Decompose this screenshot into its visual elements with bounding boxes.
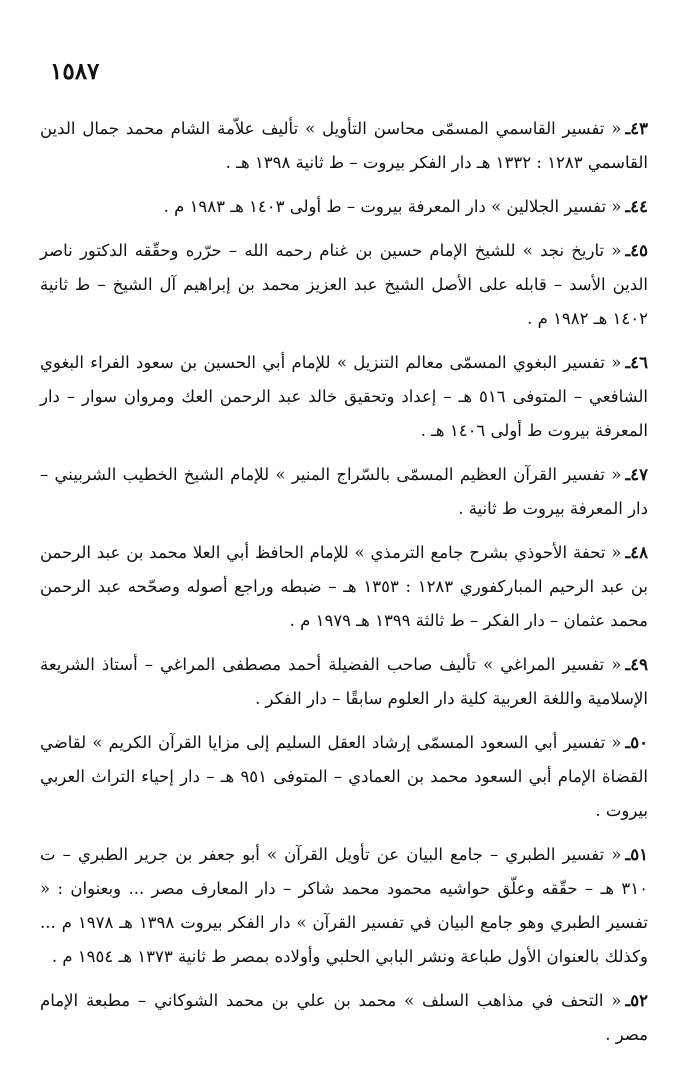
entry-number: ٤٥ـ — [625, 241, 648, 260]
entry-text: « تفسير الجلالين » دار المعرفة بيروت – ط أولى ١٤٠٣ هـ ١٩٨٣ م . — [163, 197, 622, 216]
entry-text: « تاريخ نجد » للشيخ الإمام حسين بن غنام رحمه الله – حرّره وحقّقه الدكتور ناصر الدين الأسد – قابله على الأصل الشيخ عبد العزيز محمد بن إبراهيم آل الشيخ – ط ثانية ١٤٠٢ هـ ١٩٨٢ م . — [40, 241, 648, 328]
entry-text: « تفسير المراغي » تأليف صاحب الفضيلة أحمد مصطفى المراغي – أستاذ الشريعة الإسلامية واللغة العربية كلية دار العلوم سابقًا – دار الفكر . — [40, 655, 648, 708]
entry-number: ٤٩ـ — [625, 655, 648, 674]
bibliography-entry — [40, 458, 648, 526]
entry-text: « تفسير الطبري – جامع البيان عن تأويل القرآن » أبو جعفر بن جرير الطبري – ت ٣١٠ هـ – حقّقه وعلّق حواشيه محمود محمد شاكر – دار المعارف مصر ... وبعنوان : « تفسير الطبري وهو جامع البيان في تفسير القرآن » دار الفكر بيروت ١٣٩٨ هـ ١٩٧٨ م ... وكذلك بالعنوان الأول طباعة ونشر البابي الحلبي وأولاده بمصر ط ثانية ١٣٧٣ هـ ١٩٥٤ م . — [40, 845, 648, 966]
bibliography-entry — [40, 190, 648, 224]
page-number: ١٥٨٧ — [50, 58, 100, 85]
bibliography-entry — [40, 346, 648, 448]
entry-number: ٤٧ـ — [625, 465, 648, 484]
entry-number: ٤٦ـ — [625, 353, 648, 372]
entry-text: « التحف في مذاهب السلف » محمد بن علي بن محمد الشوكاني – مطبعة الإمام مصر . — [40, 991, 648, 1044]
bibliography-entry — [40, 536, 648, 638]
entry-number: ٥١ـ — [625, 845, 648, 864]
entry-text: « تحفة الأحوذي بشرح جامع الترمذي » للإمام الحافظ أبي العلا محمد بن عبد الرحمن بن عبد الرحيم المباركفوري ١٢٨٣ : ١٣٥٣ هـ – ضبطه وراجع أصوله وصحّحه عبد الرحمن محمد عثمان – دار الفكر – ط ثالثة ١٣٩٩ هـ ١٩٧٩ م . — [40, 543, 648, 630]
entry-number: ٥٠ـ — [625, 733, 648, 752]
bibliography-entry — [40, 112, 648, 180]
entry-number: ٤٤ـ — [625, 197, 648, 216]
bibliography-entry — [40, 984, 648, 1052]
bibliography-entry — [40, 648, 648, 716]
bibliography-entry — [40, 838, 648, 974]
bibliography-entry — [40, 234, 648, 336]
entry-number: ٥٢ـ — [625, 991, 648, 1010]
entry-number: ٤٣ـ — [625, 119, 648, 138]
entry-text: « تفسير البغوي المسمّى معالم التنزيل » للإمام أبي الحسين بن سعود الفراء البغوي الشافعي – المتوفى ٥١٦ هـ – إعداد وتحقيق خالد عبد الرحمن العك ومروان سوار – دار المعرفة بيروت ط أولى ١٤٠٦ هـ . — [40, 353, 648, 440]
bibliography-entry — [40, 726, 648, 828]
bibliography-list — [40, 112, 648, 1052]
entry-number: ٤٨ـ — [625, 543, 648, 562]
entry-text: « تفسير القرآن العظيم المسمّى بالسّراج المنير » للإمام الشيخ الخطيب الشربيني – دار المعرفة بيروت ط ثانية . — [40, 465, 648, 518]
entry-text: « تفسير القاسمي المسمّى محاسن التأويل » تأليف علاّمة الشام محمد جمال الدين القاسمي ١٢٨٣ : ١٣٣٢ هـ دار الفكر بيروت – ط ثانية ١٣٩٨ هـ . — [40, 119, 648, 172]
entry-text: « تفسير أبي السعود المسمّى إرشاد العقل السليم إلى مزايا القرآن الكريم » لقاضي القضاة الإمام أبي السعود محمد بن العمادي – المتوفى ٩٥١ هـ – دار إحياء التراث العربي بيروت . — [40, 733, 648, 820]
